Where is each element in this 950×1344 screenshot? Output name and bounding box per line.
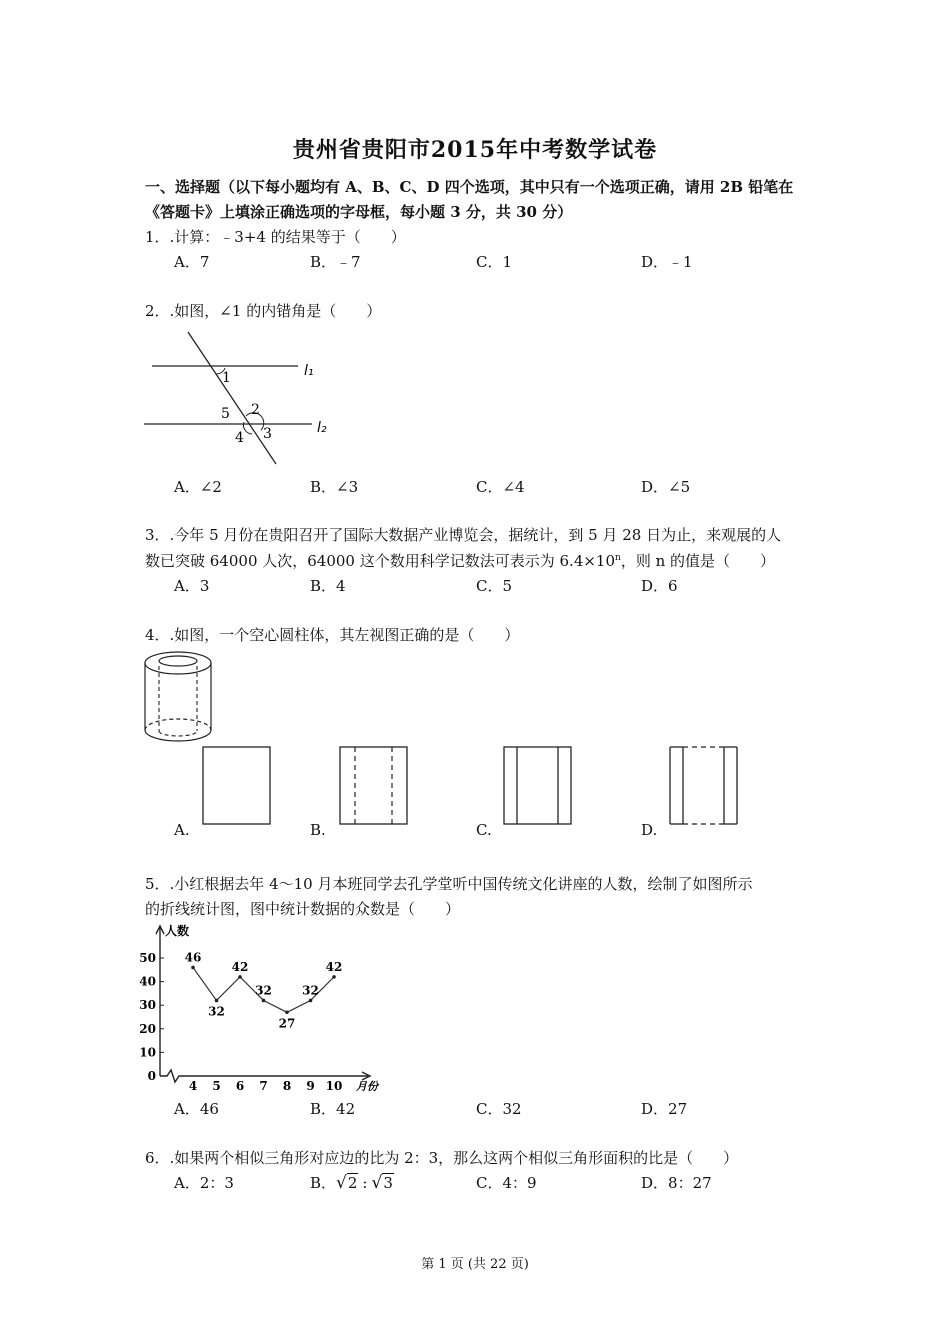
q2-option-c: C．∠4 bbox=[476, 478, 525, 496]
x-tick-label: 7 bbox=[259, 1079, 268, 1093]
data-point bbox=[215, 999, 219, 1003]
q3-line2-post: ，则 n 的值是（ ） bbox=[620, 552, 776, 570]
q5-option-a: A．46 bbox=[174, 1100, 219, 1118]
q2-angle-5: 5 bbox=[221, 406, 230, 422]
data-label: 32 bbox=[302, 983, 319, 998]
q4-option-a: A. bbox=[174, 821, 190, 839]
q2-angle-4: 4 bbox=[235, 430, 244, 446]
q3-option-c: C．5 bbox=[476, 577, 513, 595]
y-tick-label: 40 bbox=[139, 974, 156, 989]
q1-option-d: D．﹣1 bbox=[641, 253, 693, 271]
q3-option-d: D．6 bbox=[641, 577, 678, 595]
q4-stem: 4．.如图，一个空心圆柱体，其左视图正确的是（ ） bbox=[145, 626, 520, 644]
q5-stem-line2: 的折线统计图，图中统计数据的众数是（ ） bbox=[145, 900, 461, 918]
q4-option-b: B. bbox=[310, 821, 326, 839]
data-label: 32 bbox=[208, 1004, 225, 1019]
q5-line-chart bbox=[140, 922, 390, 1092]
q6-stem: 6．.如果两个相似三角形对应边的比为 2：3，那么这两个相似三角形面积的比是（ ） bbox=[145, 1149, 739, 1167]
q2-angle-1: 1 bbox=[222, 370, 231, 386]
q4-option-c: C. bbox=[476, 821, 492, 839]
q1-option-c: C．1 bbox=[476, 253, 513, 271]
data-point bbox=[238, 975, 242, 979]
q6-option-c: C．4：9 bbox=[476, 1174, 537, 1192]
page-title: 贵州省贵阳市2015年中考数学试卷 bbox=[292, 137, 658, 163]
data-label: 27 bbox=[278, 1016, 296, 1031]
q2-line-l2-label: l₂ bbox=[317, 420, 327, 436]
q6-option-b-prefix: B． bbox=[310, 1174, 337, 1192]
q1-stem: 1．.计算：﹣3+4 的结果等于（ ） bbox=[145, 228, 406, 246]
q4-option-b-figure bbox=[339, 746, 409, 826]
q3-option-a: A．3 bbox=[174, 577, 210, 595]
section-heading-line2: 《答题卡》上填涂正确选项的字母框，每小题 3 分，共 30 分） bbox=[145, 203, 573, 221]
section-heading-line1: 一、选择题（以下每小题均有 A、B、C、D 四个选项，其中只有一个选项正确，请用 2B 铅笔在 bbox=[145, 178, 794, 196]
q6-ratio-sep: : bbox=[362, 1174, 368, 1192]
q4-option-c-figure bbox=[503, 746, 573, 826]
y-tick-label: 30 bbox=[139, 998, 156, 1013]
q4-option-d: D. bbox=[641, 821, 658, 839]
x-tick-label: 9 bbox=[306, 1079, 315, 1093]
data-label: 32 bbox=[255, 983, 272, 998]
y-tick-label: 20 bbox=[139, 1021, 156, 1036]
q6-option-b bbox=[310, 1173, 394, 1193]
data-point bbox=[285, 1010, 289, 1014]
q3-stem-line1: 3．.今年 5 月份在贵阳召开了国际大数据产业博览会，据统计，到 5 月 28 日为止，来观展的人 bbox=[145, 526, 782, 544]
x-tick-label: 6 bbox=[235, 1079, 245, 1093]
q5-stem-line1: 5．.小红根据去年 4～10 月本班同学去孔学堂听中国传统文化讲座的人数，绘制了如图所示 bbox=[145, 875, 753, 893]
sqrt-symbol: √ bbox=[371, 1173, 383, 1193]
q3-stem-line2 bbox=[145, 551, 775, 571]
q3-option-b: B．4 bbox=[310, 577, 346, 595]
data-label: 42 bbox=[231, 959, 249, 974]
q6-radicand-2: 3 bbox=[383, 1174, 393, 1192]
q5-option-c: C．32 bbox=[476, 1100, 522, 1118]
q4-hollow-cylinder-figure bbox=[140, 648, 220, 748]
q3-exponent: n bbox=[615, 553, 621, 563]
q1-option-a: A．7 bbox=[174, 253, 210, 271]
q5-option-d: D．27 bbox=[641, 1100, 688, 1118]
data-point bbox=[191, 966, 195, 970]
y-axis-label: 人数 bbox=[165, 924, 190, 938]
x-tick-labels bbox=[189, 1079, 343, 1093]
q6-option-d: D．8：27 bbox=[641, 1174, 712, 1192]
q3-line2-pre: 数已突破 64000 人次，64000 这个数用科学记数法可表示为 6.4×10 bbox=[145, 552, 616, 570]
data-point bbox=[332, 975, 336, 979]
q4-option-d-figure bbox=[669, 746, 739, 826]
q2-stem: 2．.如图，∠1 的内错角是（ ） bbox=[145, 302, 382, 320]
data-point bbox=[309, 999, 313, 1003]
q2-parallel-lines-figure bbox=[140, 330, 340, 470]
data-label: 42 bbox=[325, 959, 343, 974]
x-tick-label: 5 bbox=[212, 1079, 221, 1093]
y-tick-label: 50 bbox=[139, 951, 156, 965]
x-tick-label: 8 bbox=[282, 1079, 292, 1093]
q2-option-d: D．∠5 bbox=[641, 478, 691, 496]
q6-option-a: A．2：3 bbox=[174, 1174, 234, 1192]
q2-option-b: B．∠3 bbox=[310, 478, 359, 496]
q4-option-a-figure bbox=[202, 746, 272, 826]
data-point bbox=[262, 999, 266, 1003]
q2-angle-2: 2 bbox=[251, 402, 260, 418]
y-tick-label: 10 bbox=[139, 1045, 156, 1060]
x-tick-label: 10 bbox=[325, 1079, 343, 1093]
sqrt-symbol: √ bbox=[336, 1173, 347, 1193]
x-axis-label: 月份 bbox=[356, 1080, 378, 1093]
q2-option-a: A．∠2 bbox=[174, 478, 222, 496]
page-footer: 第 1 页 (共 22 页) bbox=[421, 1257, 529, 1272]
y-tick-label: 0 bbox=[147, 1069, 156, 1083]
q5-option-b: B．42 bbox=[310, 1100, 356, 1118]
q2-angle-3: 3 bbox=[263, 426, 272, 442]
x-tick-label: 4 bbox=[188, 1079, 198, 1093]
q1-option-b: B．﹣7 bbox=[310, 253, 361, 271]
data-labels bbox=[185, 950, 343, 1030]
q6-radicand-1: 2 bbox=[347, 1174, 358, 1192]
data-label: 46 bbox=[184, 950, 202, 965]
q2-line-l1-label: l₁ bbox=[304, 363, 314, 379]
